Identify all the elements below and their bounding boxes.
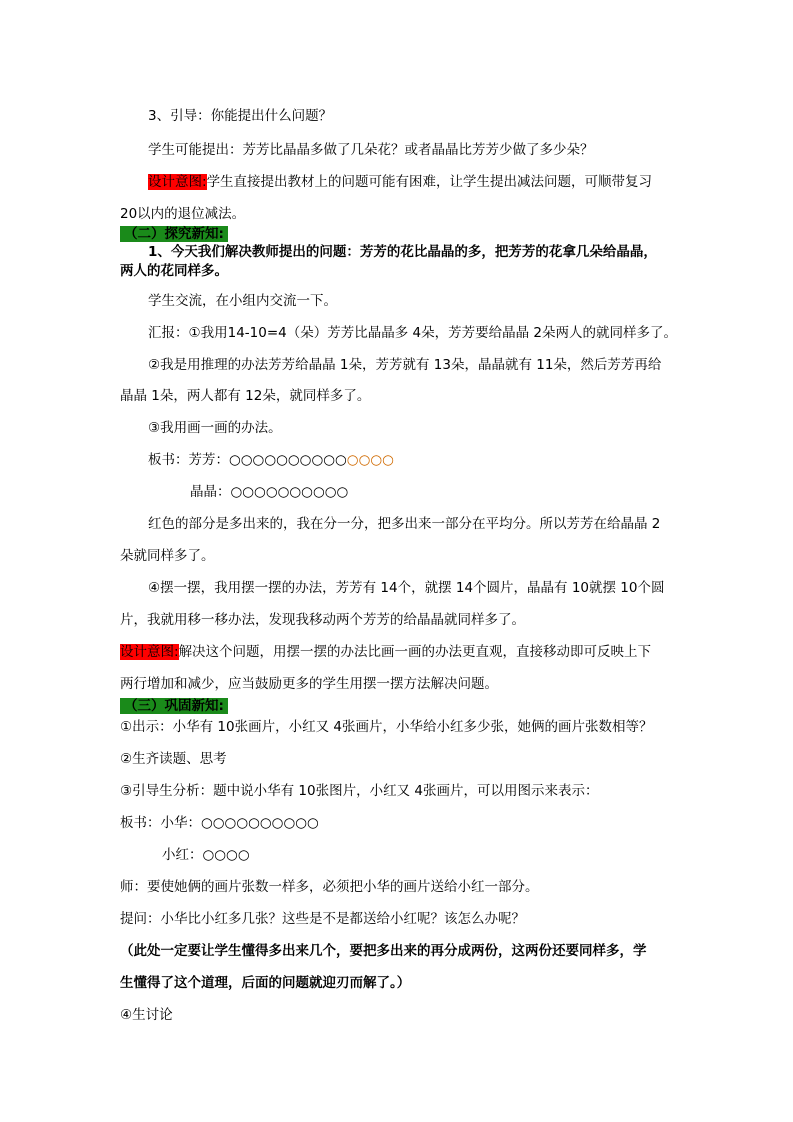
design-intent-1-cont: 20以内的退位减法。 [120, 206, 246, 222]
circles-black: ○○○○○○○○○○ [229, 452, 347, 468]
circles-black: ○○○○○○○○○○ [201, 815, 319, 831]
report-2: ②我是用推理的办法芳芳给晶晶 1朵，芳芳就有 13朵，晶晶就有 11朵，然后芳芳再给 [148, 357, 662, 373]
circles-black: ○○○○○○○○○○ [230, 484, 349, 500]
note-bold-b: 生懂得了这个道理，后面的问题就迎刃而解了。） [120, 975, 411, 991]
report-4-cont: 片，我就用移一移办法，发现我移动两个芳芳的给晶晶就同样多了。 [120, 612, 525, 628]
step3-prompt: 3、引导：你能提出什么问题？ [148, 108, 333, 124]
section-3-heading [120, 696, 228, 716]
task-1-line-b: 两人的花同样多。 [120, 263, 228, 279]
board-label: 板书：小华： [120, 815, 201, 831]
student-exchange: 学生交流，在小组内交流一下。 [148, 293, 337, 309]
board-xiaohong [162, 845, 250, 865]
board-label: 小红： [162, 847, 203, 863]
exercise-2: ②生齐读题、思考 [120, 751, 227, 767]
explain-red-part-cont: 朵就同样多了。 [120, 548, 215, 564]
design-intent-text: 学生直接提出教材上的问题可能有困难，让学生提出减法问题，可顺带复习 [206, 174, 653, 190]
board-fangfang [148, 450, 394, 470]
design-intent-2 [120, 642, 651, 662]
design-intent-text: 解决这个问题，用摆一摆的办法比画一画的办法更直观，直接移动即可反映上下 [178, 644, 652, 660]
board-jingjing [190, 482, 348, 502]
section-2-heading [120, 224, 228, 244]
design-intent-tag: 设计意图: [120, 644, 179, 660]
teacher-statement: 师：要使她俩的画片张数一样多，必须把小华的画片送给小红一部分。 [120, 879, 539, 895]
design-intent-2-cont: 两行增加和减少，应当鼓励更多的学生用摆一摆方法解决问题。 [120, 676, 498, 692]
section-tag: （三）巩固新知: [120, 698, 228, 714]
report-3: ③我用画一画的办法。 [148, 420, 282, 436]
circles-orange: ○○○○ [346, 452, 394, 468]
student-question: 学生可能提出：芳芳比晶晶多做了几朵花？或者晶晶比芳芳少做了多少朵？ [148, 142, 594, 158]
board-xiaohua [120, 813, 319, 833]
design-intent-tag: 设计意图: [148, 174, 207, 190]
report-4: ④摆一摆，我用摆一摆的办法，芳芳有 14个，就摆 14个圆片，晶晶有 10就摆 10个圆 [148, 580, 665, 596]
report-1: 汇报：①我用14-10=4（朵）芳芳比晶晶多 4朵，芳芳要给晶晶 2朵两人的就同样多了。 [148, 325, 677, 341]
question-prompt: 提问：小华比小红多几张？这些是不是都送给小红呢？该怎么办呢？ [120, 911, 525, 927]
board-label: 晶晶： [190, 484, 231, 500]
exercise-1: ①出示：小华有 10张画片，小红又 4张画片，小华给小红多少张，她俩的画片张数相等？ [120, 719, 653, 735]
circles-black: ○○○○ [202, 847, 250, 863]
note-bold-a: （此处一定要让学生懂得多出来几个，要把多出来的再分成两份，这两份还要同样多，学 [120, 943, 647, 959]
report-2-cont: 晶晶 1朵，两人都有 12朵，就同样多了。 [120, 388, 371, 404]
board-label: 板书：芳芳： [148, 452, 229, 468]
student-discussion: ④生讨论 [120, 1007, 173, 1023]
exercise-3: ③引导生分析：题中说小华有 10张图片，小红又 4张画片，可以用图示来表示： [120, 783, 599, 799]
explain-red-part: 红色的部分是多出来的，我在分一分，把多出来一部分在平均分。所以芳芳在给晶晶 2 [148, 516, 661, 532]
design-intent-1 [148, 172, 652, 192]
task-1-line-a: 1、今天我们解决教师提出的问题：芳芳的花比晶晶的多，把芳芳的花拿几朵给晶晶， [148, 244, 657, 260]
section-tag: （二）探究新知: [120, 226, 228, 242]
